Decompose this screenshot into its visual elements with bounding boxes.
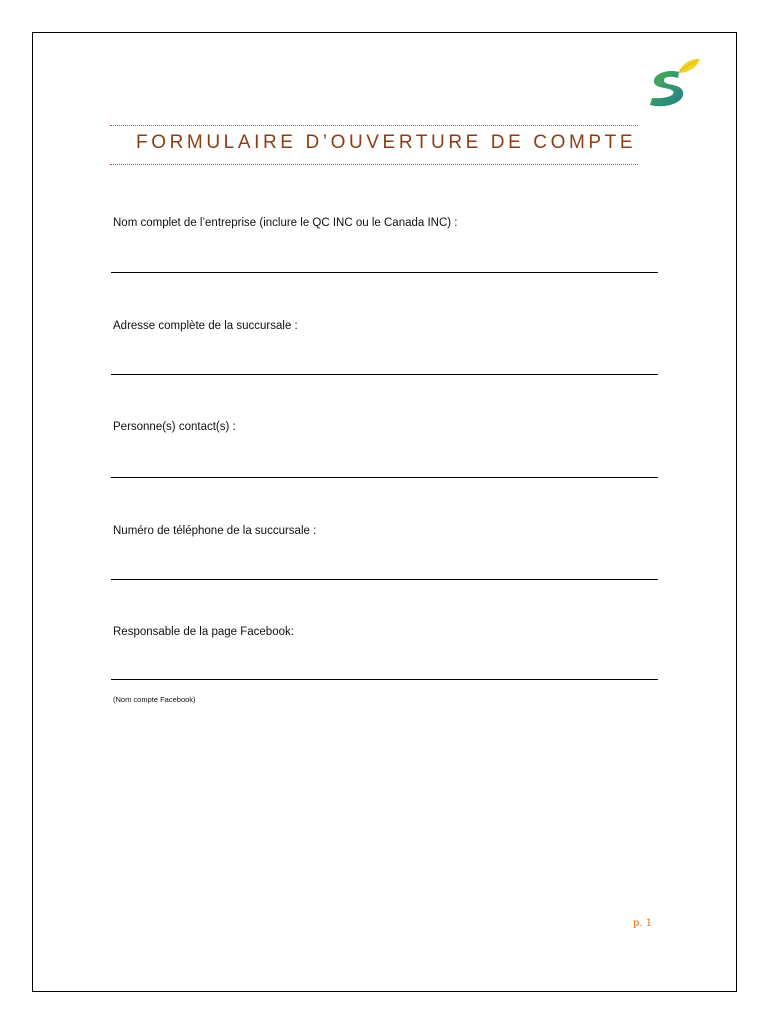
branch-phone-label: Numéro de téléphone de la succursale :	[113, 525, 317, 537]
title-block	[110, 125, 638, 165]
contact-persons-line[interactable]	[111, 477, 658, 478]
facebook-manager-label: Responsable de la page Facebook:	[113, 626, 294, 638]
document-page	[32, 32, 737, 992]
facebook-manager-line[interactable]	[111, 679, 658, 680]
branch-phone-line[interactable]	[111, 579, 658, 580]
branch-address-label: Adresse complète de la succursale :	[113, 320, 298, 332]
s-leaf-logo-icon	[645, 55, 701, 109]
company-name-label: Nom complet de l’entreprise (inclure le QC INC ou le Canada INC) :	[113, 217, 458, 229]
facebook-account-note: (Nom compte Facebook)	[113, 695, 196, 704]
branch-address-line[interactable]	[111, 374, 658, 375]
contact-persons-label: Personne(s) contact(s) :	[113, 421, 236, 433]
page-number: p. 1	[633, 918, 653, 929]
company-name-line[interactable]	[111, 272, 658, 273]
form-title: FORMULAIRE D’OUVERTURE DE COMPTE	[136, 132, 637, 153]
